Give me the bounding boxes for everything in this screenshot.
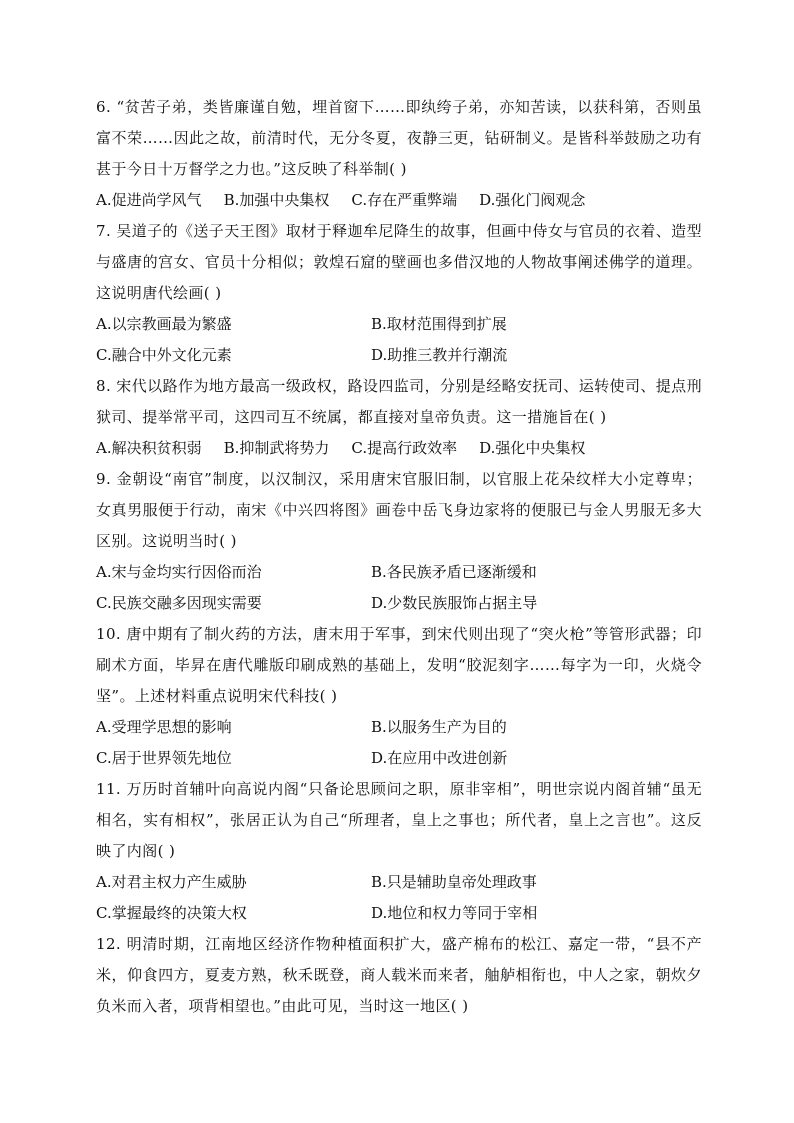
question-7-option-b[interactable]: B.取材范围得到扩展 <box>371 315 507 333</box>
question-6-option-a[interactable]: A.促进尚学风气 <box>96 191 202 209</box>
question-10-option-d[interactable]: D.在应用中改进创新 <box>371 749 508 767</box>
question-7-option-a[interactable]: A.以宗教画最为繁盛 <box>96 315 232 333</box>
question-6-option-c[interactable]: C.存在严重弊端 <box>351 191 458 209</box>
question-8-option-b[interactable]: B.抑制武将势力 <box>223 439 330 457</box>
question-9 <box>96 464 702 619</box>
question-10-options <box>96 712 702 774</box>
question-8-option-a[interactable]: A.解决积贫积弱 <box>96 439 202 457</box>
question-12 <box>96 929 702 1022</box>
question-8-option-d[interactable]: D.强化中央集权 <box>479 439 586 457</box>
question-11 <box>96 774 702 929</box>
question-9-option-b[interactable]: B.各民族矛盾已逐渐缓和 <box>371 563 537 581</box>
question-10 <box>96 619 702 774</box>
question-10-option-c[interactable]: C.居于世界领先地位 <box>96 749 232 767</box>
question-10-stem: 10. 唐中期有了制火药的方法，唐末用于军事，到宋代则出现了“突火枪”等管形武器；印刷术方面，毕昇在唐代雕版印刷成熟的基础上，发明“胶泥刻字……每字为一印，火烧令坚”。上述材料重点说明宋代科技( ) <box>96 625 702 705</box>
question-11-option-c[interactable]: C.掌握最终的决策大权 <box>96 904 247 922</box>
question-6 <box>96 92 702 216</box>
question-10-option-a[interactable]: A.受理学思想的影响 <box>96 718 232 736</box>
question-11-options <box>96 867 702 929</box>
question-7 <box>96 216 702 371</box>
question-7-options <box>96 309 702 371</box>
question-8-options <box>96 433 702 464</box>
question-8 <box>96 371 702 464</box>
question-8-stem: 8. 宋代以路作为地方最高一级政权，路设四监司，分别是经略安抚司、运转使司、提点刑狱司、提举常平司，这四司互不统属，都直接对皇帝负责。这一措施旨在( ) <box>96 377 702 426</box>
question-7-option-c[interactable]: C.融合中外文化元素 <box>96 346 232 364</box>
question-9-option-a[interactable]: A.宋与金均实行因俗而治 <box>96 563 262 581</box>
question-7-option-d[interactable]: D.助推三教并行潮流 <box>371 346 508 364</box>
question-9-stem: 9. 金朝设“南官”制度，以汉制汉，采用唐宋官服旧制，以官服上花朵纹样大小定尊卑；女真男服便于行动，南宋《中兴四将图》画卷中岳飞身边家将的便服已与金人男服无多大区别。这说明当时( ) <box>96 470 702 550</box>
question-9-option-c[interactable]: C.民族交融多因现实需要 <box>96 594 262 612</box>
question-11-option-d[interactable]: D.地位和权力等同于宰相 <box>371 904 538 922</box>
question-10-option-b[interactable]: B.以服务生产为目的 <box>371 718 507 736</box>
question-11-option-b[interactable]: B.只是辅助皇帝处理政事 <box>371 873 537 891</box>
question-6-option-b[interactable]: B.加强中央集权 <box>223 191 330 209</box>
question-11-option-a[interactable]: A.对君主权力产生威胁 <box>96 873 247 891</box>
question-9-option-d[interactable]: D.少数民族服饰占据主导 <box>371 594 538 612</box>
question-6-option-d[interactable]: D.强化门阀观念 <box>479 191 586 209</box>
question-8-option-c[interactable]: C.提高行政效率 <box>351 439 458 457</box>
question-12-stem: 12. 明清时期，江南地区经济作物种植面积扩大，盛产棉布的松江、嘉定一带，“县不产米，仰食四方，夏麦方熟，秋禾既登，商人载米而来者，舳舻相衔也，中人之家，朝炊夕负米而入者，项背相望也。”由此可见，当时这一地区( ) <box>96 935 702 1015</box>
question-6-options <box>96 185 702 216</box>
question-7-stem: 7. 吴道子的《送子天王图》取材于释迦牟尼降生的故事，但画中侍女与官员的衣着、造型与盛唐的宫女、官员十分相似；敦煌石窟的壁画也多借汉地的人物故事阐述佛学的道理。这说明唐代绘画( ) <box>96 222 702 302</box>
question-6-stem: 6. “贫苦子弟，类皆廉谨自勉，埋首窗下……即纨绔子弟，亦知苦读，以获科第，否则虽富不荣……因此之故，前清时代，无分冬夏，夜静三更，钻研制义。是皆科举鼓励之功有甚于今日十万督学之力也。”这反映了科举制( ) <box>96 98 702 178</box>
question-11-stem: 11. 万历时首辅叶向高说内阁“只备论思顾问之职，原非宰相”，明世宗说内阁首辅“虽无相名，实有相权”，张居正认为自己“所理者，皇上之事也；所代者，皇上之言也”。这反映了内阁( ) <box>96 780 702 860</box>
question-9-options <box>96 557 702 619</box>
